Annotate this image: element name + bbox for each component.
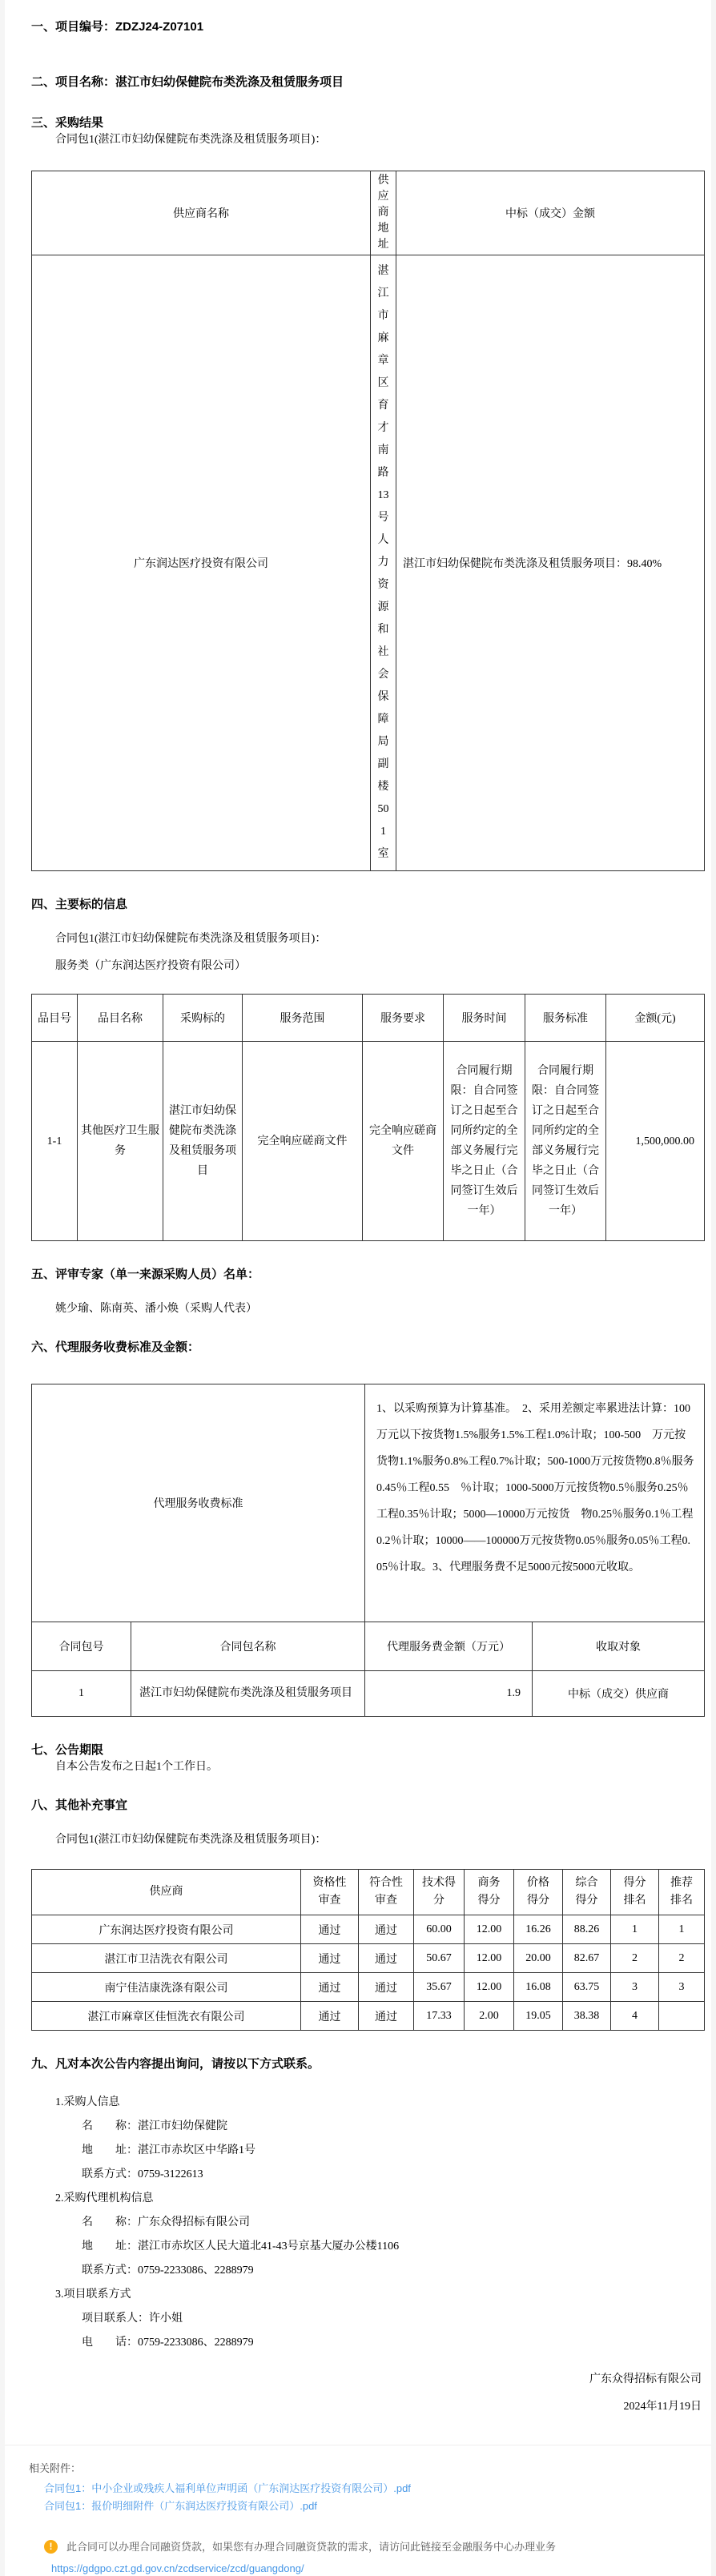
result-supplier-name: 广东润达医疗投资有限公司: [32, 255, 371, 871]
score-rank: 4: [611, 2002, 659, 2031]
procurement-result-heading: 三、采购结果: [31, 116, 104, 130]
project-contact-heading: 3.项目联系方式: [55, 2289, 131, 2301]
subject-header-time: 服务时间: [444, 995, 525, 1042]
table-row: [32, 1042, 705, 1241]
agency-name-line: 名 称：广东众得招标有限公司: [82, 2216, 250, 2228]
table-row: [32, 1671, 705, 1717]
score-supplier: 南宁佳洁康洗涤有限公司: [32, 1973, 301, 2002]
fee-standard-text: 1、以采购预算为计算基准。 2、采用差额定率累进法计算：100万元以下按货物1.5%服务1.5%工程1.0%计取；100-500 万元按货物1.1%服务0.8%工程0.7%计取；500-1000万元按货物0.8％服务0.45％工程0.55 ％计取；1000-5000万元按货物0.5％服务0.25％工程0.35％计取；5000—10000万元按货 物0.25％服务0.1％工程0.2％计取；10000——100000万元按货物0.05％服务0.05％工程0. 05％计取。3、代理服务费不足5000元按5000元收取。: [365, 1384, 705, 1622]
table-row: [32, 1915, 705, 1944]
score-header-comprehensive: 综合得分: [563, 1870, 611, 1915]
table-row: [32, 1944, 705, 1973]
score-technical: 35.67: [414, 1973, 465, 2002]
agency-fee-table: [31, 1384, 705, 1717]
score-price: 20.00: [514, 1944, 563, 1973]
announcement-content: [5, 0, 711, 2421]
signature-block: [31, 2366, 711, 2421]
score-conformity: 通过: [359, 1973, 414, 2002]
table-row: [32, 171, 705, 255]
score-header-recommend-rank: 推荐排名: [659, 1870, 705, 1915]
score-rank: 2: [611, 1944, 659, 1973]
subject-info-heading: 四、主要标的信息: [31, 898, 128, 911]
finance-notice-text: 此合同可以办理合同融资贷款，如果您有办理合同融资贷款的需求，请访问此链接至金融服务中心办理业务: [66, 2541, 557, 2553]
agency-fee-heading: 六、代理服务收费标准及金额：: [31, 1340, 200, 1354]
score-price: 16.26: [514, 1915, 563, 1944]
attachment-link-declaration[interactable]: 合同包1：中小企业或残疾人福利单位声明函（广东润达医疗投资有限公司）.pdf: [44, 2482, 411, 2494]
result-header-address: 供应商地址: [371, 171, 396, 255]
review-experts-names: 姚少瑜、陈南英、潘小焕（采购人代表）: [55, 1303, 257, 1315]
project-name-heading: 二、项目名称：湛江市妇幼保健院布类洗涤及租赁服务项目: [31, 75, 344, 89]
subject-scope: 完全响应磋商文件: [243, 1042, 363, 1241]
subject-header-item-no: 品目号: [32, 995, 78, 1042]
service-class-label: 服务类（广东润达医疗投资有限公司）: [55, 960, 246, 972]
subject-requirement: 完全响应磋商文件: [363, 1042, 444, 1241]
review-experts-heading: 五、评审专家（单一来源采购人员）名单：: [31, 1268, 260, 1281]
score-qualification: 通过: [301, 2002, 359, 2031]
subject-header-item-name: 品目名称: [78, 995, 163, 1042]
supplier-score-table: [31, 1869, 705, 2031]
score-technical: 17.33: [414, 2002, 465, 2031]
score-qualification: 通过: [301, 1973, 359, 2002]
agency-phone-line: 联系方式：0759-2233086、2288979: [82, 2265, 254, 2277]
score-header-business: 商务得分: [465, 1870, 514, 1915]
purchaser-address-line: 地 址：湛江市赤坎区中华路1号: [82, 2144, 255, 2156]
contact-block: [31, 2091, 711, 2355]
project-number-heading: 一、项目编号：ZDZJ24-Z07101: [31, 20, 204, 34]
supplementary-package-label: 合同包1(湛江市妇幼保健院布类洗涤及租赁服务项目)：: [55, 1834, 327, 1846]
table-row: [32, 995, 705, 1042]
table-row: [32, 1973, 705, 2002]
warning-icon: !: [44, 2540, 58, 2554]
score-supplier: 湛江市麻章区佳恒洗衣有限公司: [32, 2002, 301, 2031]
recommend-rank: [659, 2002, 705, 2031]
score-comprehensive: 38.38: [563, 2002, 611, 2031]
score-header-qualification: 资格性审查: [301, 1870, 359, 1915]
fee-amount: 1.9: [365, 1671, 533, 1717]
recommend-rank: 1: [659, 1915, 705, 1944]
subject-item-name: 其他医疗卫生服务: [78, 1042, 163, 1241]
score-comprehensive: 63.75: [563, 1973, 611, 2002]
subject-amount: 1,500,000.00: [606, 1042, 705, 1241]
score-qualification: 通过: [301, 1915, 359, 1944]
score-price: 16.08: [514, 1973, 563, 2002]
fee-package-name: 湛江市妇幼保健院布类洗涤及租赁服务项目: [131, 1671, 365, 1717]
subject-header-target: 采购标的: [163, 995, 243, 1042]
subject-info-table: [31, 994, 705, 1241]
attachment-link-quotation[interactable]: 合同包1：报价明细附件（广东润达医疗投资有限公司）.pdf: [44, 2500, 317, 2512]
subject-service-standard: 合同履行期限：自合同签订之日起至合同所约定的全部义务履行完毕之日止（合同签订生效后一年）: [525, 1042, 606, 1241]
table-row: [32, 2002, 705, 2031]
announcement-period-heading: 七、公告期限: [31, 1743, 104, 1757]
fee-header-package-no: 合同包号: [32, 1622, 131, 1671]
fee-header-payer: 收取对象: [533, 1622, 705, 1671]
finance-service-link[interactable]: https://gdgpo.czt.gd.gov.cn/zcdservice/zcd/guangdong/: [51, 2562, 304, 2574]
score-conformity: 通过: [359, 1944, 414, 1973]
table-row: [32, 1384, 705, 1622]
subject-header-scope: 服务范围: [243, 995, 363, 1042]
score-header-price: 价格得分: [514, 1870, 563, 1915]
announcement-period-text: 自本公告发布之日起1个工作日。: [55, 1761, 218, 1773]
score-technical: 50.67: [414, 1944, 465, 1973]
score-header-technical: 技术得分: [414, 1870, 465, 1915]
recommend-rank: 2: [659, 1944, 705, 1973]
result-header-supplier: 供应商名称: [32, 171, 371, 255]
procurement-result-table: [31, 171, 705, 871]
result-supplier-address: 湛江市麻章区育才南路13号人力资源和社会保障局副楼501室: [371, 255, 396, 871]
purchaser-phone-line: 联系方式：0759-3122613: [82, 2168, 203, 2180]
score-rank: 3: [611, 1973, 659, 2002]
subject-target: 湛江市妇幼保健院布类洗涤及租赁服务项目: [163, 1042, 243, 1241]
recommend-rank: 3: [659, 1973, 705, 2002]
agency-info-heading: 2.采购代理机构信息: [55, 2192, 154, 2204]
inquiry-contact-heading: 九、凡对本次公告内容提出询问，请按以下方式联系。: [31, 2057, 320, 2071]
score-supplier: 广东润达医疗投资有限公司: [32, 1915, 301, 1944]
score-qualification: 通过: [301, 1944, 359, 1973]
agency-address-line: 地 址：湛江市赤坎区人民大道北41-43号京基大厦办公楼1106: [82, 2240, 400, 2252]
score-supplier: 湛江市卫洁洗衣有限公司: [32, 1944, 301, 1973]
announcement-date: 2024年11月19日: [623, 2401, 702, 2413]
subject-package-label: 合同包1(湛江市妇幼保健院布类洗涤及租赁服务项目)：: [55, 933, 327, 945]
score-conformity: 通过: [359, 1915, 414, 1944]
result-header-amount: 中标（成交）金额: [396, 171, 705, 255]
finance-notice-section: [5, 2539, 711, 2576]
subject-header-standard: 服务标准: [525, 995, 606, 1042]
score-header-supplier: 供应商: [32, 1870, 301, 1915]
fee-payer: 中标（成交）供应商: [533, 1671, 705, 1717]
score-header-conformity: 符合性审查: [359, 1870, 414, 1915]
subject-item-no: 1-1: [32, 1042, 78, 1241]
score-business: 12.00: [465, 1915, 514, 1944]
attachments-label: 相关附件：: [29, 2462, 82, 2474]
score-business: 12.00: [465, 1944, 514, 1973]
score-header-score-rank: 得分排名: [611, 1870, 659, 1915]
agency-signature: 广东众得招标有限公司: [589, 2373, 702, 2385]
score-comprehensive: 82.67: [563, 1944, 611, 1973]
fee-header-fee-amount: 代理服务费金额（万元）: [365, 1622, 533, 1671]
purchaser-info-heading: 1.采购人信息: [55, 2096, 120, 2108]
table-row: [32, 1622, 705, 1671]
fee-package-no: 1: [32, 1671, 131, 1717]
subject-header-requirement: 服务要求: [363, 995, 444, 1042]
supplementary-heading: 八、其他补充事宜: [31, 1798, 128, 1812]
score-technical: 60.00: [414, 1915, 465, 1944]
fee-header-package-name: 合同包名称: [131, 1622, 365, 1671]
purchaser-name-line: 名 称：湛江市妇幼保健院: [82, 2120, 227, 2132]
table-row: [32, 1870, 705, 1915]
finance-notice-row: [44, 2539, 711, 2554]
result-package-label: 合同包1(湛江市妇幼保健院布类洗涤及租赁服务项目)：: [55, 134, 327, 146]
subject-service-time: 合同履行期限：自合同签订之日起至合同所约定的全部义务履行完毕之日止（合同签订生效后一年）: [444, 1042, 525, 1241]
project-phone-line: 电 话：0759-2233086、2288979: [82, 2337, 254, 2349]
project-contact-person-line: 项目联系人：许小姐: [82, 2313, 183, 2325]
score-conformity: 通过: [359, 2002, 414, 2031]
score-comprehensive: 88.26: [563, 1915, 611, 1944]
score-price: 19.05: [514, 2002, 563, 2031]
table-row: [32, 255, 705, 871]
subject-header-amount: 金额(元): [606, 995, 705, 1042]
score-business: 2.00: [465, 2002, 514, 2031]
fee-standard-label: 代理服务收费标准: [32, 1384, 365, 1622]
score-rank: 1: [611, 1915, 659, 1944]
result-award-amount: 湛江市妇幼保健院布类洗涤及租赁服务项目：98.40%: [396, 255, 705, 871]
announcement-page: [5, 0, 711, 2576]
score-business: 12.00: [465, 1973, 514, 2002]
attachments-section: [5, 2445, 711, 2515]
